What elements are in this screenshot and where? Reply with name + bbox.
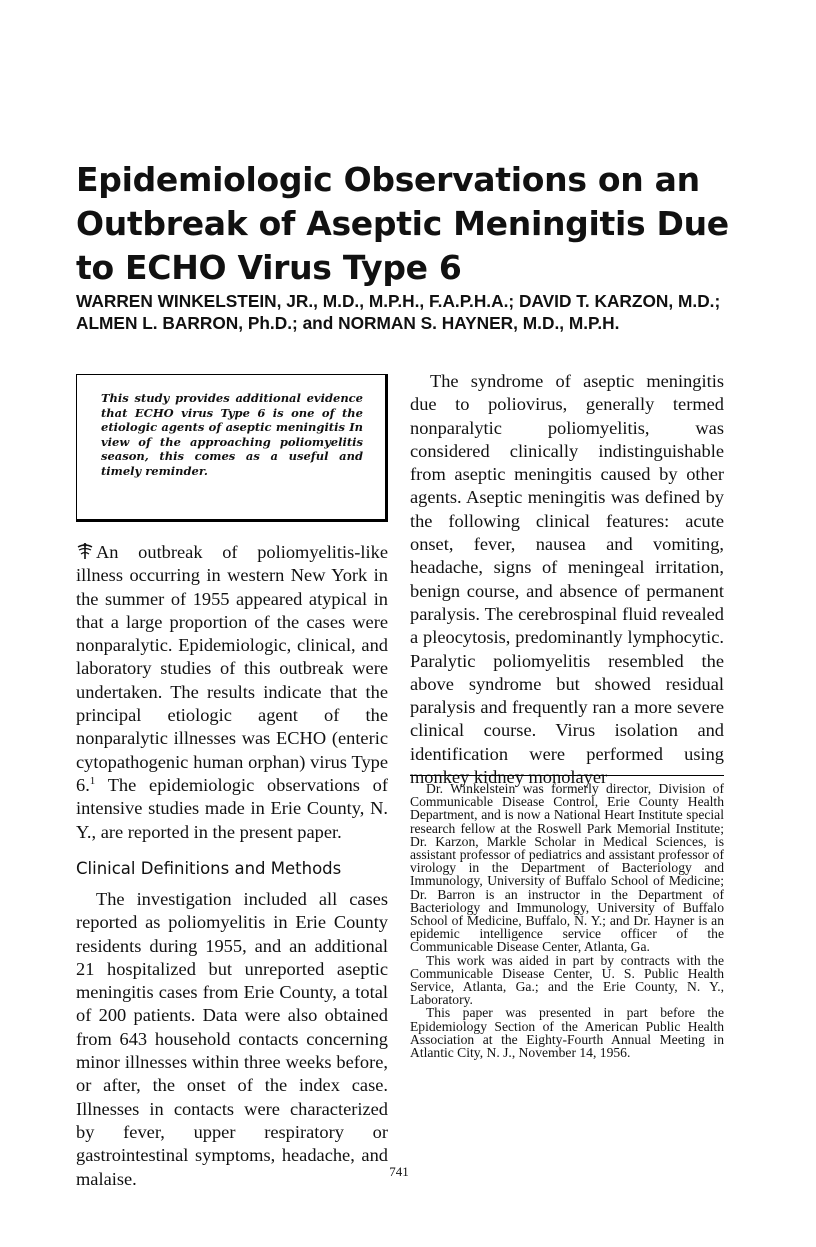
section-heading: Clinical Definitions and Methods	[76, 859, 342, 878]
intro-text-continued: The epidemiologic observations of intensive studies made in Erie County, N. Y., are reported in the present paper.	[76, 774, 388, 842]
footnote-funding: This work was aided in part by contracts with the Communicable Disease Center, U. S. Public Health Service, Atlanta, Ga.; and the Erie County, N. Y., Laboratory.	[410, 952, 724, 1008]
footnote-divider	[410, 775, 724, 776]
page-number: 741	[389, 1164, 409, 1179]
intro-paragraph	[76, 541, 388, 844]
intro-text: An outbreak of poliomyelitis-like illness occurring in western New York in the summer of 1955 appeared atypical in that a large proportion of the cases were nonparalytic. Epidemiologic, clinical, and laboratory studies of this outbreak were undertaken. The results indicate that the principal etiologic agent of the nonparalytic illnesses was ECHO (enteric cytopathogenic human orphan) virus Type 6.	[76, 542, 388, 795]
author-list: WARREN WINKELSTEIN, JR., M.D., M.P.H., F.A.P.H.A.; DAVID T. KARZON, M.D.; ALMEN L. BARRON, Ph.D.; and NORMAN S. HAYNER, M.D., M.P.H.	[76, 291, 721, 333]
reference-marker: 1	[89, 774, 96, 787]
methods-paragraph	[76, 888, 388, 1191]
abstract-box	[76, 374, 388, 522]
article-title: Epidemiologic Observations on an Outbreak of Aseptic Meningitis Due to ECHO Virus Type 6	[76, 160, 729, 287]
syndrome-paragraph	[410, 370, 724, 789]
methods-text: The investigation included all cases reported as poliomyelitis in Erie County residents during 1955, and an additional 21 hospitalized but unreported aseptic meningitis cases from Erie County, a total of 200 patients. Data were also obtained from 643 household contacts concerning minor illnesses within three weeks before, or after, the onset of the index case. Illnesses in contacts were characterized by fever, upper respiratory or gastrointestinal symptoms, headache, and malaise.	[76, 889, 388, 1189]
syndrome-text: The syndrome of aseptic meningitis due to poliovirus, generally termed nonparalytic poliomyelitis, was considered clinically indistinguishable from aseptic meningitis caused by other agents. Aseptic meningitis was defined by the following clinical features: acute onset, fever, nausea and vomiting, headache, signs of meningeal irritation, benign course, and absence of permanent paralysis. The cerebrospinal fluid revealed a pleocytosis, predominantly lymphocytic. Paralytic poliomyelitis resembled the above syndrome but showed residual paralysis and frequently ran a more severe clinical course. Virus isolation and identification were performed using monkey kidney monolayer	[410, 371, 724, 788]
footnotes	[410, 782, 724, 1059]
apha-emblem-icon	[76, 542, 94, 560]
footnote-affiliations: Dr. Winkelstein was formerly director, Division of Communicable Disease Control, Erie County Health Department, and is now a National Heart Institute special research fellow at the Roswell Park Memorial Institute; Dr. Karzon, Markle Scholar in Medical Sciences, is assistant professor of pediatrics and assistant professor of virology in the Department of Bacteriology and Immunology, University of Buffalo School of Medicine; Dr. Barron is an instructor in the Department of Bacteriology and Immunology, University of Buffalo School of Medicine, Buffalo, N. Y.; and Dr. Hayner is an epidemic intelligence service officer of the Communicable Disease Center, Atlanta, Ga.	[410, 781, 724, 955]
footnote-presentation: This paper was presented in part before the Epidemiology Section of the American Public Health Association at the Eighty-Fourth Annual Meeting in Atlantic City, N. J., November 14, 1956.	[410, 1005, 724, 1061]
abstract-text: This study provides additional evidence that ECHO virus Type 6 is one of the etiologic agents of aseptic meningitis In view of the approaching poliomyelitis season, this comes as a useful and timely reminder.	[101, 391, 363, 478]
